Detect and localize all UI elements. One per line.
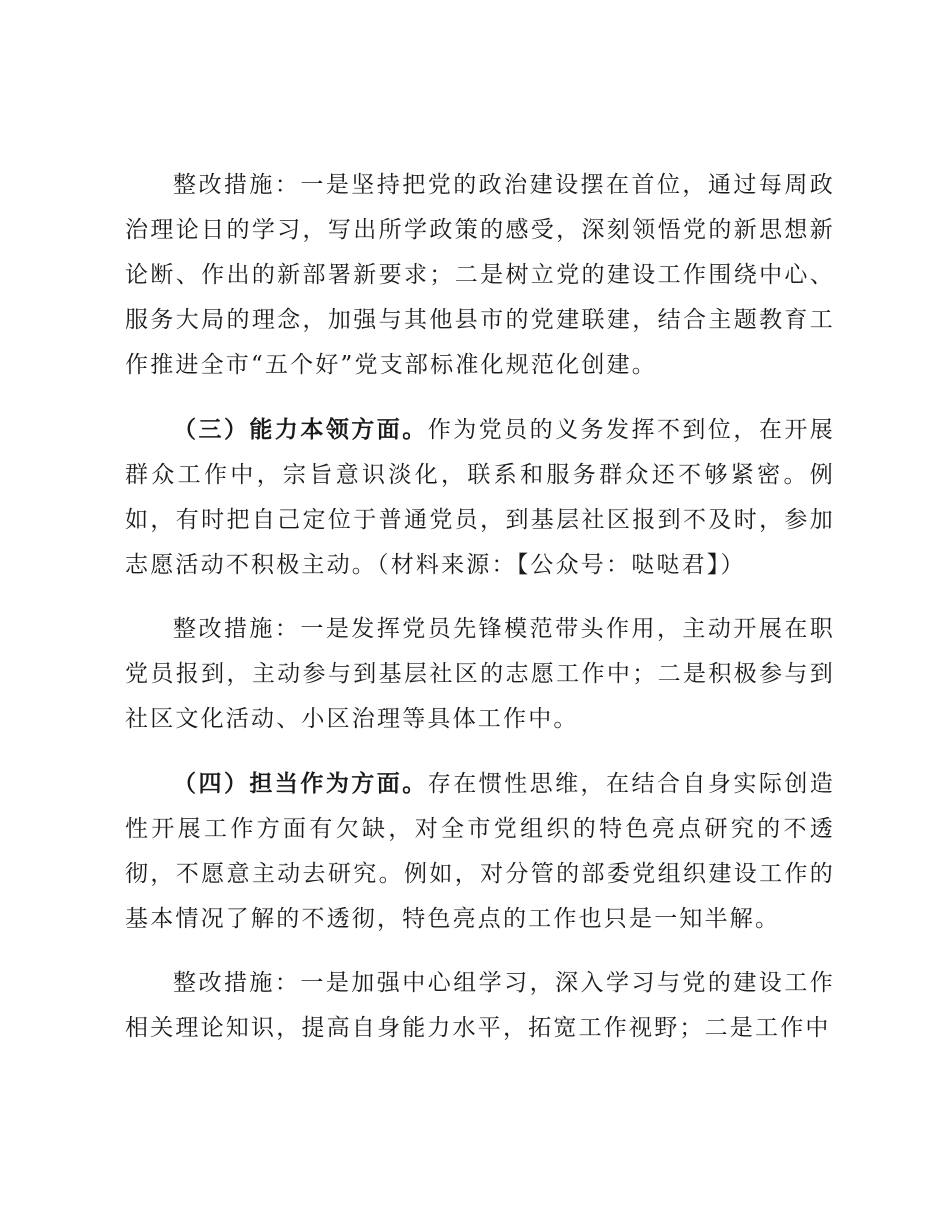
paragraph-responsibility-action (125, 761, 835, 942)
section-heading-responsibility-action: （四）担当作为方面。 (173, 770, 428, 797)
paragraph-rectification-measures-2 (125, 607, 835, 742)
paragraph-text: 整改措施：一是坚持把党的政治建设摆在首位，通过每周政治理论日的学习，写出所学政策的感受，深刻领悟党的新思想新论断、作出的新部署新要求；二是树立党的建设工作围绕中心、服务大局的理念，加强与其他县市的党建联建，结合主题教育工作推进全市“五个好”党支部标准化规范化创建。 (125, 172, 835, 378)
paragraph-text: 存在惯性思维，在结合自身实际创造性开展工作方面有欠缺，对全市党组织的特色亮点研究的不透彻，不愿意主动去研究。例如，对分管的部委党组织建设工作的基本情况了解的不透彻，特色亮点的工作也只是一知半解。 (125, 771, 835, 932)
document-body (125, 163, 835, 1051)
section-heading-ability-skills: （三）能力本领方面。 (173, 416, 428, 443)
paragraph-rectification-measures-1 (125, 163, 835, 388)
paragraph-text: 整改措施：一是加强中心组学习，深入学习与党的建设工作相关理论知识，提高自身能力水平，拓宽工作视野；二是工作中 (125, 970, 835, 1041)
paragraph-text: 整改措施：一是发挥党员先锋模范带头作用，主动开展在职党员报到，主动参与到基层社区的志愿工作中；二是积极参与到社区文化活动、小区治理等具体工作中。 (125, 616, 835, 732)
paragraph-rectification-measures-3 (125, 961, 835, 1051)
paragraph-text: 作为党员的义务发挥不到位，在开展群众工作中，宗旨意识淡化，联系和服务群众还不够紧密。例如，有时把自己定位于普通党员，到基层社区报到不及时，参加志愿活动不积极主动。（材料来源：【公众号：哒哒君】） (125, 417, 835, 578)
paragraph-ability-skills (125, 407, 835, 588)
